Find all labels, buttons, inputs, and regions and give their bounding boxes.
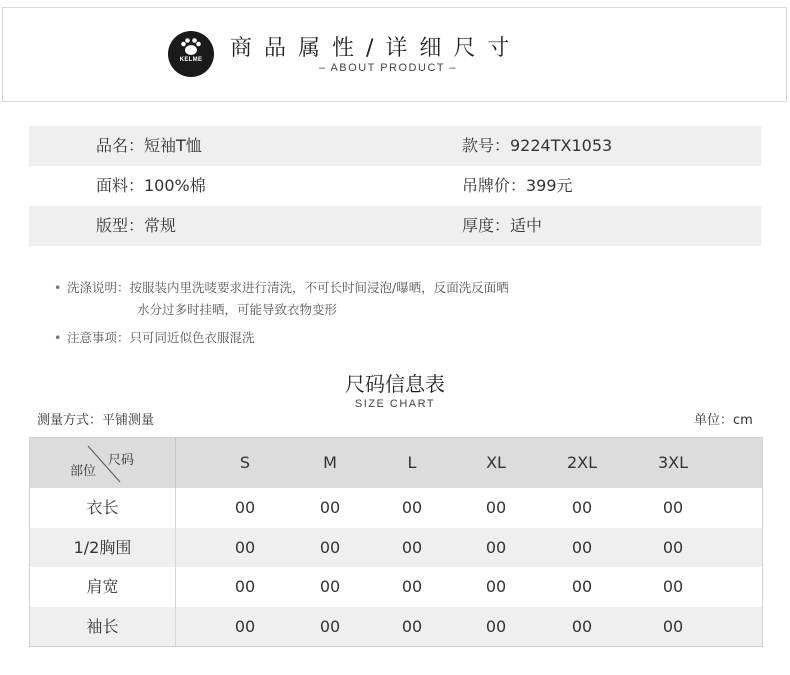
- unit-label: 单位：cm: [694, 413, 753, 428]
- kelme-logo: [168, 31, 214, 77]
- table-cell: 00: [571, 577, 593, 596]
- logo-text: KELME: [179, 57, 203, 63]
- table-cell: 00: [485, 616, 507, 636]
- paw-icon: [168, 31, 214, 77]
- bullet-icon: •: [54, 330, 62, 345]
- table-cell: 00: [319, 537, 341, 557]
- table-cell: 00: [571, 498, 593, 517]
- attribute-table: [29, 126, 761, 246]
- table-row: [30, 567, 762, 607]
- table-cell: 00: [485, 498, 507, 517]
- size-header-s: S: [239, 453, 251, 472]
- row-label: 袖长: [30, 607, 176, 647]
- table-cell: 00: [319, 577, 341, 596]
- corner-cell: [30, 438, 176, 488]
- bullet-icon: •: [54, 280, 62, 295]
- corner-part-label: 部位: [70, 464, 97, 479]
- size-header-2xl: 2XL: [566, 453, 598, 472]
- size-table-header: [30, 438, 762, 488]
- attribute-fabric: 面料：100%棉: [96, 176, 206, 195]
- table-cell: 00: [485, 537, 507, 557]
- table-cell: 00: [662, 577, 684, 596]
- measure-method: 测量方式：平铺测量: [37, 413, 155, 428]
- table-cell: 00: [401, 498, 423, 517]
- table-row: [30, 528, 762, 568]
- caution-note: [54, 328, 255, 346]
- table-cell: 00: [662, 498, 684, 517]
- size-chart-subtitle: SIZE CHART: [354, 398, 436, 410]
- wash-instructions: [54, 278, 509, 296]
- row-label: 衣长: [30, 488, 176, 528]
- table-cell: 00: [571, 616, 593, 636]
- diagonal-divider: [30, 438, 175, 488]
- table-cell: 00: [571, 537, 593, 557]
- attribute-fit: 版型：常规: [96, 216, 177, 235]
- corner-size-label: 尺码: [108, 453, 135, 468]
- table-cell: 00: [319, 616, 341, 636]
- size-table: [29, 437, 763, 647]
- table-cell: 00: [662, 537, 684, 557]
- attribute-row: [29, 166, 761, 206]
- table-cell: 00: [234, 537, 256, 557]
- table-cell: 00: [401, 577, 423, 596]
- table-cell: 00: [234, 577, 256, 596]
- attribute-thickness: 厚度：适中: [462, 216, 543, 235]
- page-subtitle: – ABOUT PRODUCT –: [318, 62, 458, 74]
- table-row: [30, 607, 762, 647]
- table-cell: 00: [401, 537, 423, 557]
- size-header-3xl: 3XL: [657, 453, 689, 472]
- wash-instructions-line1: 洗涤说明：按服装内里洗唛要求进行清洗，不可长时间浸泡/曝晒，反面洗反面晒: [67, 280, 509, 295]
- size-header-m: M: [323, 453, 337, 472]
- size-header-xl: XL: [486, 453, 506, 472]
- table-cell: 00: [401, 616, 423, 636]
- table-cell: 00: [234, 616, 256, 636]
- attribute-style-number: 款号：9224TX1053: [462, 136, 613, 155]
- table-cell: 00: [319, 498, 341, 517]
- attribute-product-name: 品名：短袖T恤: [96, 136, 202, 155]
- page-title: 商品属性/详细尺寸: [230, 36, 522, 61]
- size-chart-title: 尺码信息表: [345, 372, 445, 396]
- table-cell: 00: [662, 616, 684, 636]
- row-label: 1/2胸围: [30, 528, 176, 568]
- row-label: 肩宽: [30, 567, 176, 607]
- size-header-l: L: [407, 453, 417, 472]
- attribute-row: [29, 126, 761, 166]
- attribute-tag-price: 吊牌价：399元: [462, 176, 573, 195]
- table-cell: 00: [485, 577, 507, 596]
- attribute-row: [29, 206, 761, 246]
- caution-text: 注意事项：只可同近似色衣服混洗: [67, 330, 255, 345]
- table-cell: 00: [234, 498, 256, 517]
- table-row: [30, 488, 762, 528]
- wash-instructions-line2: 水分过多时挂晒，可能导致衣物变形: [137, 302, 338, 317]
